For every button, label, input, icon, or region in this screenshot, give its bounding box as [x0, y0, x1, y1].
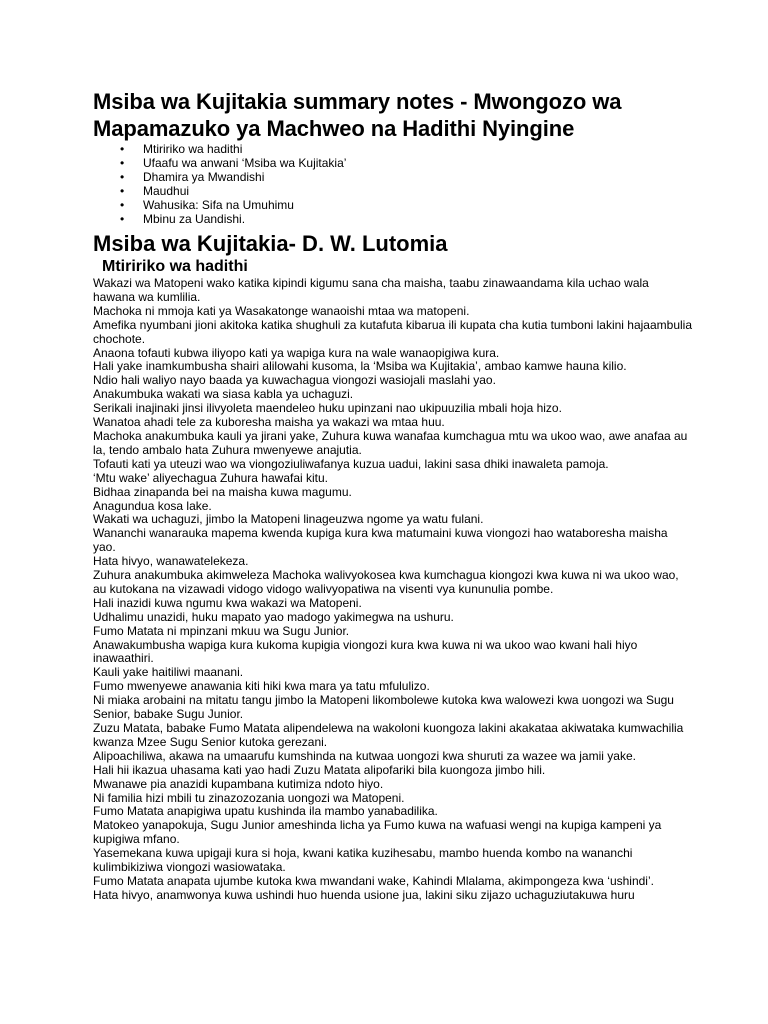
toc-item-label: Dhamira ya Mwandishi: [143, 170, 265, 184]
paragraph: Ni familia hizi mbili tu zinazozozania uongozi wa Matopeni.: [93, 790, 405, 805]
paragraph: Fumo Matata ni mpinzani mkuu wa Sugu Junior.: [93, 623, 350, 638]
paragraph: Wakati wa uchaguzi, jimbo la Matopeni linageuzwa ngome ya watu fulani.: [93, 512, 484, 527]
paragraph: Serikali inajinaki jinsi ilivyoleta maendeleo huku upinzani nao ukipuuzilia mbali hoja hizo.: [93, 401, 562, 416]
paragraph: Yasemekana kuwa upigaji kura si hoja, kwani katika kuzihesabu, mambo huenda kombo na wananchi kulimbikiziwa viongozi wasiowataka.: [93, 846, 633, 875]
toc-item-label: Mbinu za Uandishi.: [143, 212, 246, 226]
bullet-icon: •: [120, 184, 125, 198]
paragraph: Wanatoa ahadi tele za kuboresha maisha ya wakazi wa mtaa huu.: [93, 415, 445, 430]
paragraph: Wakazi wa Matopeni wako katika kipindi kigumu sana cha maisha, taabu zinawaandama kila uchao wala hawana wa kumlilia.: [93, 276, 649, 304]
paragraph: Tofauti kati ya uteuzi wao wa viongoziuliwafanya kuzua uadui, lakini sasa dhiki inawaleta pamoja.: [93, 456, 609, 471]
bullet-icon: •: [120, 198, 125, 212]
paragraph: Hata hivyo, wanawatelekeza.: [93, 554, 249, 569]
bullet-icon: •: [120, 212, 125, 226]
bullet-icon: •: [120, 142, 125, 156]
paragraph: Bidhaa zinapanda bei na maisha kuwa magumu.: [93, 484, 352, 499]
toc-item-label: Ufaafu wa anwani ‘Msiba wa Kujitakia’: [143, 156, 347, 170]
paragraph: Anawakumbusha wapiga kura kukoma kupigia viongozi kura kwa kuwa ni wa ukoo wao kwani hali hiyo inawaathiri.: [93, 637, 638, 666]
bullet-icon: •: [120, 170, 125, 184]
document-title: Msiba wa Kujitakia summary notes - Mwongozo wa Mapamazuko ya Machweo na Hadithi Nyingine: [93, 89, 622, 141]
paragraph: Alipoachiliwa, akawa na umaarufu kumshinda na kutwaa uongozi kwa shuruti za wazee wa jamii yake.: [93, 748, 636, 763]
story-flow-text: [93, 277, 693, 903]
paragraph: Matokeo yanapokuja, Sugu Junior ameshinda licha ya Fumo kuwa na wafuasi wengi na kupiga kampeni ya kupigiwa mfano.: [93, 818, 662, 847]
paragraph: Anaona tofauti kubwa iliyopo kati ya wapiga kura na wale wanaopigiwa kura.: [93, 345, 500, 360]
paragraph: Machoka anakumbuka kauli ya jirani yake, Zuhura kuwa wanafaa kumchagua mtu wa ukoo wao, awe anafaa au la, tendo ambalo hata Zuhura mwenyewe anajutia.: [93, 428, 688, 457]
toc-item: [120, 170, 693, 184]
document-page: [93, 88, 693, 903]
paragraph: Fumo Matata anapigiwa upatu kushinda ila mambo yanabadilika.: [93, 804, 438, 819]
table-of-contents: [93, 142, 693, 226]
toc-item-label: Maudhui: [143, 184, 190, 198]
toc-item-label: Wahusika: Sifa na Umuhimu: [143, 198, 294, 212]
paragraph: Mwanawe pia anazidi kupambana kutimiza ndoto hiyo.: [93, 776, 384, 791]
toc-item: [120, 156, 693, 170]
paragraph: Hali hii ikazua uhasama kati yao hadi Zuzu Matata alipofariki bila kuongoza jimbo hili.: [93, 762, 546, 777]
toc-item: [120, 142, 693, 156]
paragraph: Zuhura anakumbuka akimweleza Machoka walivyokosea kwa kumchagua kiongozi kwa kuwa ni wa ukoo wao, au kutokana na vizawadi vidogo vidogo walivyopatiwa na visenti vya kununulia pombe.: [93, 568, 679, 596]
section-title: Msiba wa Kujitakia- D. W. Lutomia: [93, 231, 448, 256]
toc-item-label: Mtiririko wa hadithi: [143, 142, 243, 156]
paragraph: Anagundua kosa lake.: [93, 498, 212, 513]
paragraph: Hali yake inamkumbusha shairi alilowahi kusoma, la ‘Msiba wa Kujitakia’, ambao kamwe hauna kilio.: [93, 359, 627, 374]
paragraph: ‘Mtu wake’ aliyechagua Zuhura hawafai kitu.: [93, 470, 329, 485]
paragraph: Zuzu Matata, babake Fumo Matata alipendelewa na wakoloni kuongoza lakini akakataa akiwataka kumwachilia kwanza Mzee Sugu Senior kutoka gerezani.: [93, 721, 684, 749]
paragraph: Machoka ni mmoja kati ya Wasakatonge wanaoishi mtaa wa matopeni.: [93, 303, 470, 318]
toc-item: [120, 198, 693, 212]
paragraph: Amefika nyumbani jioni akitoka katika shughuli za kutafuta kibarua ili kupata cha kutia tumboni lakini hajaambulia chochote.: [93, 317, 693, 346]
paragraph: Udhalimu unazidi, huku mapato yao madogo yakimegwa na ushuru.: [93, 609, 454, 624]
paragraph: Fumo Matata anapata ujumbe kutoka kwa mwandani wake, Kahindi Mlalama, akimpongeza kwa ‘ushindi’.: [93, 873, 654, 888]
subsection-title: Mtiririko wa hadithi: [102, 258, 248, 275]
paragraph: Ni miaka arobaini na mitatu tangu jimbo la Matopeni likombolewe kutoka kwa walowezi kwa uongozi wa Sugu Senior, babake Sugu Junior.: [93, 693, 674, 722]
toc-item: [120, 184, 693, 198]
paragraph: Hali inazidi kuwa ngumu kwa wakazi wa Matopeni.: [93, 595, 362, 610]
toc-item: [120, 212, 693, 226]
paragraph: Ndio hali waliyo nayo baada ya kuwachagua viongozi wasiojali maslahi yao.: [93, 373, 496, 388]
bullet-icon: •: [120, 156, 125, 170]
paragraph: Wananchi wanarauka mapema kwenda kupiga kura kwa matumaini kuwa viongozi hao wataboresha maisha yao.: [93, 526, 668, 555]
paragraph: Fumo mwenyewe anawania kiti hiki kwa mara ya tatu mfululizo.: [93, 679, 430, 694]
paragraph: Hata hivyo, anamwonya kuwa ushindi huo huenda usione jua, lakini siku zijazo uchaguziutakuwa huru: [93, 887, 635, 902]
paragraph: Kauli yake haitiliwi maanani.: [93, 665, 244, 680]
paragraph: Anakumbuka wakati wa siasa kabla ya uchaguzi.: [93, 387, 354, 402]
